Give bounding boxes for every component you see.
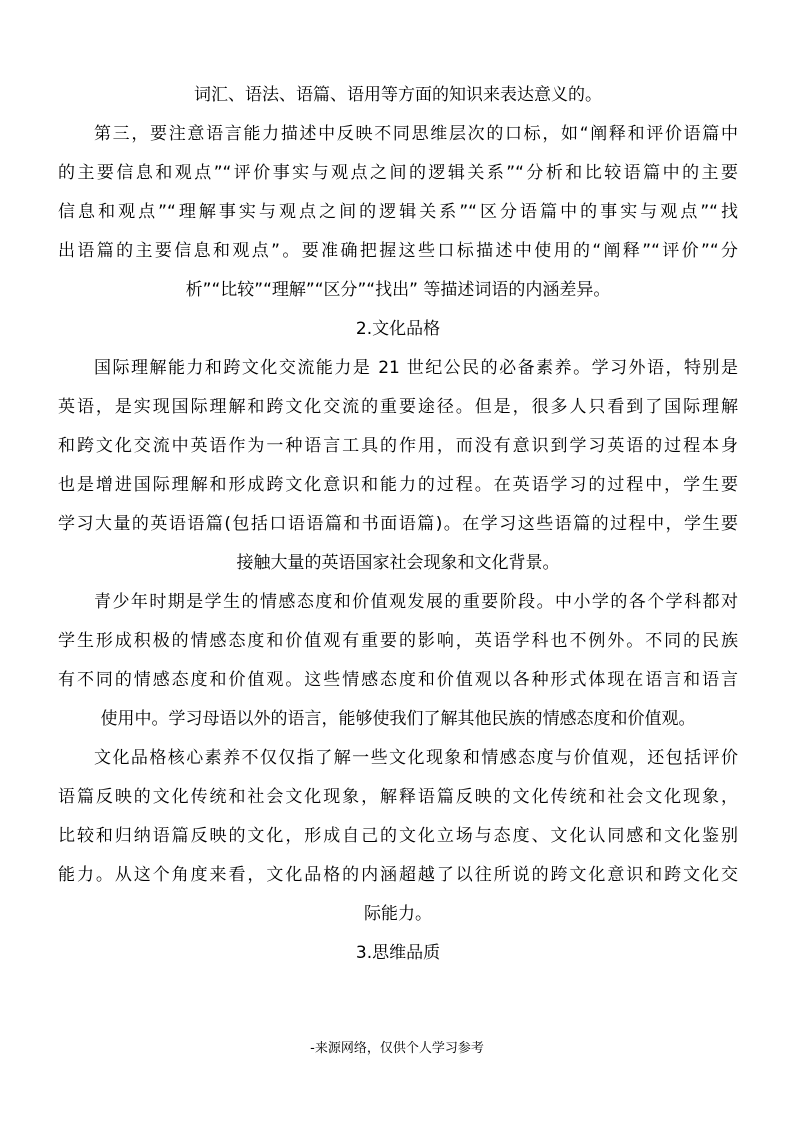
- text-line: 使用中。学习母语以外的语言，能够使我们了解其他民族的情感态度和价值观。: [100, 709, 696, 729]
- text-line: 有不同的情感态度和价值观。这些情感态度和价值观以各种形式体现在语言和语言: [58, 670, 738, 690]
- footer-note: -来源网络，仅供个人学习参考: [310, 1041, 484, 1056]
- text-line: 学生形成积极的情感态度和价值观有重要的影响，英语学科也不例外。不同的民族: [58, 631, 738, 651]
- text-line: 也是增进国际理解和形成跨文化意识和能力的过程。在英语学习的过程中，学生要: [58, 475, 738, 495]
- text-line: 比较和归纳语篇反映的文化，形成自己的文化立场与态度、文化认同感和文化鉴别: [58, 826, 738, 846]
- text-line: 信息和观点”“理解事实与观点之间的逻辑关系”“区分语篇中的事实与观点”“找: [58, 202, 738, 222]
- text-line: 文化品格核心素养不仅仅指了解一些文化现象和情感态度与价值观，还包括评价: [94, 748, 738, 768]
- text-line: 国际理解能力和跨文化交流能力是 21 世纪公民的必备素养。学习外语，特别是: [94, 358, 738, 378]
- text-line: 析”“比较”“理解”“区分”“找出” 等描述词语的内涵差异。: [185, 280, 611, 300]
- text-line: 能力。从这个角度来看，文化品格的内涵超越了以往所说的跨文化意识和跨文化交: [58, 865, 738, 885]
- text-line: 的主要信息和观点”“评价事实与观点之间的逻辑关系”“分析和比较语篇中的主要: [58, 163, 738, 183]
- text-line: 词汇、语法、语篇、语用等方面的知识来表达意义的。: [194, 85, 602, 105]
- text-line: 际能力。: [364, 904, 432, 924]
- section-heading: 2.文化品格: [355, 319, 441, 339]
- text-line: 青少年时期是学生的情感态度和价值观发展的重要阶段。中小学的各个学科都对: [94, 592, 738, 612]
- text-line: 接触大量的英语国家社会现象和文化背景。: [236, 553, 560, 573]
- text-line: 语篇反映的文化传统和社会文化现象，解释语篇反映的文化传统和社会文化现象，: [58, 787, 738, 807]
- text-line: 英语，是实现国际理解和跨文化交流的重要途径。但是，很多人只看到了国际理解: [58, 397, 738, 417]
- section-heading: 3.思维品质: [355, 943, 441, 963]
- text-line: 学习大量的英语语篇(包括口语语篇和书面语篇)。在学习这些语篇的过程中，学生要: [58, 514, 738, 534]
- document-body: [58, 76, 738, 973]
- text-line: 出语篇的主要信息和观点”。要准确把握这些口标描述中使用的“阐释”“评价”“分: [58, 241, 738, 261]
- text-line: 第三，要注意语言能力描述中反映不同思维层次的口标，如“阐释和评价语篇中: [94, 124, 738, 144]
- text-line: 和跨文化交流中英语作为一种语言工具的作用，而没有意识到学习英语的过程本身: [58, 436, 738, 456]
